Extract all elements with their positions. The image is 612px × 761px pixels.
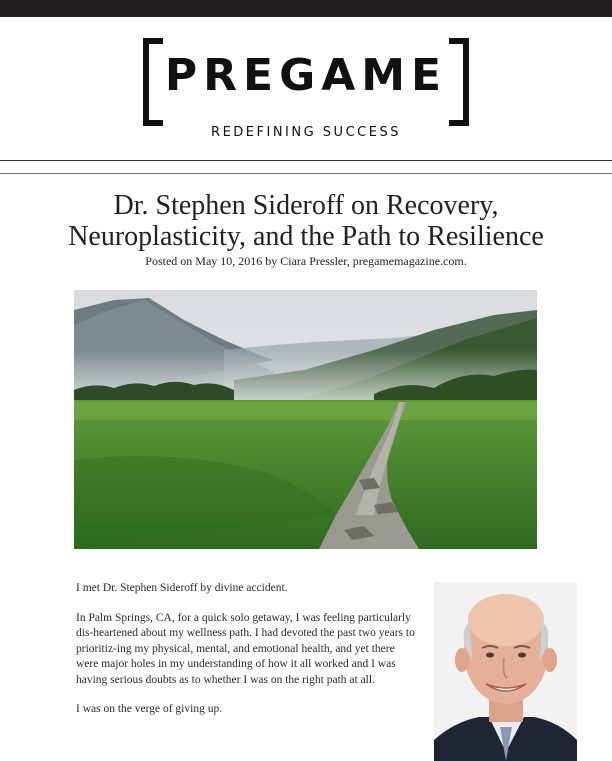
article-title — [0, 190, 612, 252]
paragraph-intro: I met Dr. Stephen Sideroff by divine accident. — [76, 582, 288, 594]
tagline: REDEFINING SUCCESS — [211, 125, 401, 140]
paragraph-story: In Palm Springs, CA, for a quick solo getaway, I was feeling particularly dis-heartened about my wellness path. I had devoted the past two years to prioritiz-ing my physical, mental, and emotional health, and yet there were major holes in my understanding of how it all worked and I was having serious doubts as to whether I was on the right path at all. — [76, 611, 415, 686]
author-portrait — [434, 582, 577, 761]
paragraph-verge: I was on the verge of giving up. — [76, 703, 223, 715]
article-title-line-1: Dr. Stephen Sideroff on Recovery, — [113, 190, 499, 221]
article-byline: Posted on May 10, 2016 by Ciara Pressler, pregamemagazine.com. — [145, 254, 467, 268]
header-divider-secondary — [0, 173, 612, 174]
pregame-logo[interactable] — [0, 38, 612, 118]
header-divider — [0, 160, 612, 161]
right-bracket — [449, 38, 469, 126]
left-bracket — [143, 38, 163, 126]
hero-image — [74, 290, 537, 549]
article-title-line-2: Neuroplasticity, and the Path to Resilience — [68, 221, 544, 252]
top-bar — [0, 0, 612, 17]
logo-text: PREGAME — [164, 50, 448, 101]
article-body — [76, 581, 416, 732]
